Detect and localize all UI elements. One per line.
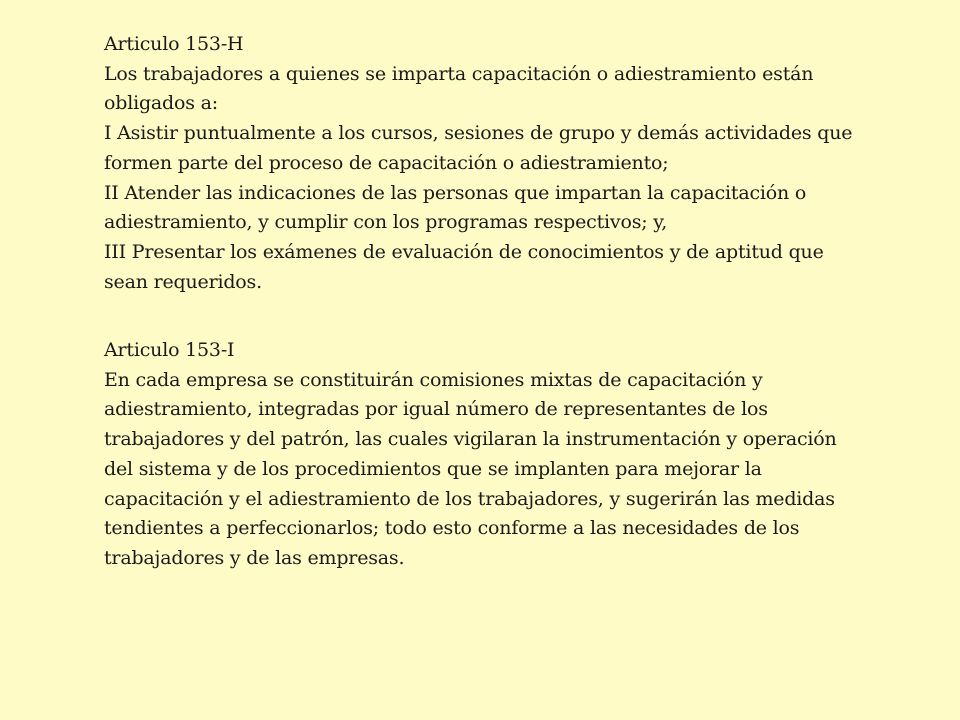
article-line: trabajadores y del patrón, las cuales vigilaran la instrumentación y operación bbox=[104, 428, 837, 451]
article-line: I Asistir puntualmente a los cursos, sesiones de grupo y demás actividades que bbox=[104, 122, 853, 145]
article-line: tendientes a perfeccionarlos; todo esto conforme a las necesidades de los bbox=[104, 517, 800, 540]
article-line: sean requeridos. bbox=[104, 270, 262, 293]
article-heading: Articulo 153-I bbox=[104, 339, 235, 361]
article-line: adiestramiento, integradas por igual número de representantes de los bbox=[104, 398, 768, 421]
article-line: II Atender las indicaciones de las personas que impartan la capacitación o bbox=[104, 181, 807, 204]
article-line: Los trabajadores a quienes se imparta capacitación o adiestramiento están bbox=[104, 62, 814, 85]
article-line: capacitación y el adiestramiento de los trabajadores, y sugerirán las medidas bbox=[104, 487, 835, 510]
article-line: En cada empresa se constituirán comisiones mixtas de capacitación y bbox=[104, 368, 763, 391]
article-153-i bbox=[104, 336, 924, 574]
article-line: del sistema y de los procedimientos que se implanten para mejorar la bbox=[104, 457, 762, 480]
article-line: formen parte del proceso de capacitación o adiestramiento; bbox=[104, 151, 669, 174]
article-line: adiestramiento, y cumplir con los programas respectivos; y, bbox=[104, 211, 668, 234]
article-heading: Articulo 153-H bbox=[104, 33, 244, 55]
article-line: obligados a: bbox=[104, 92, 218, 115]
article-153-h bbox=[104, 30, 924, 297]
article-line: III Presentar los exámenes de evaluación de conocimientos y de aptitud que bbox=[104, 240, 824, 263]
article-line: trabajadores y de las empresas. bbox=[104, 546, 405, 569]
